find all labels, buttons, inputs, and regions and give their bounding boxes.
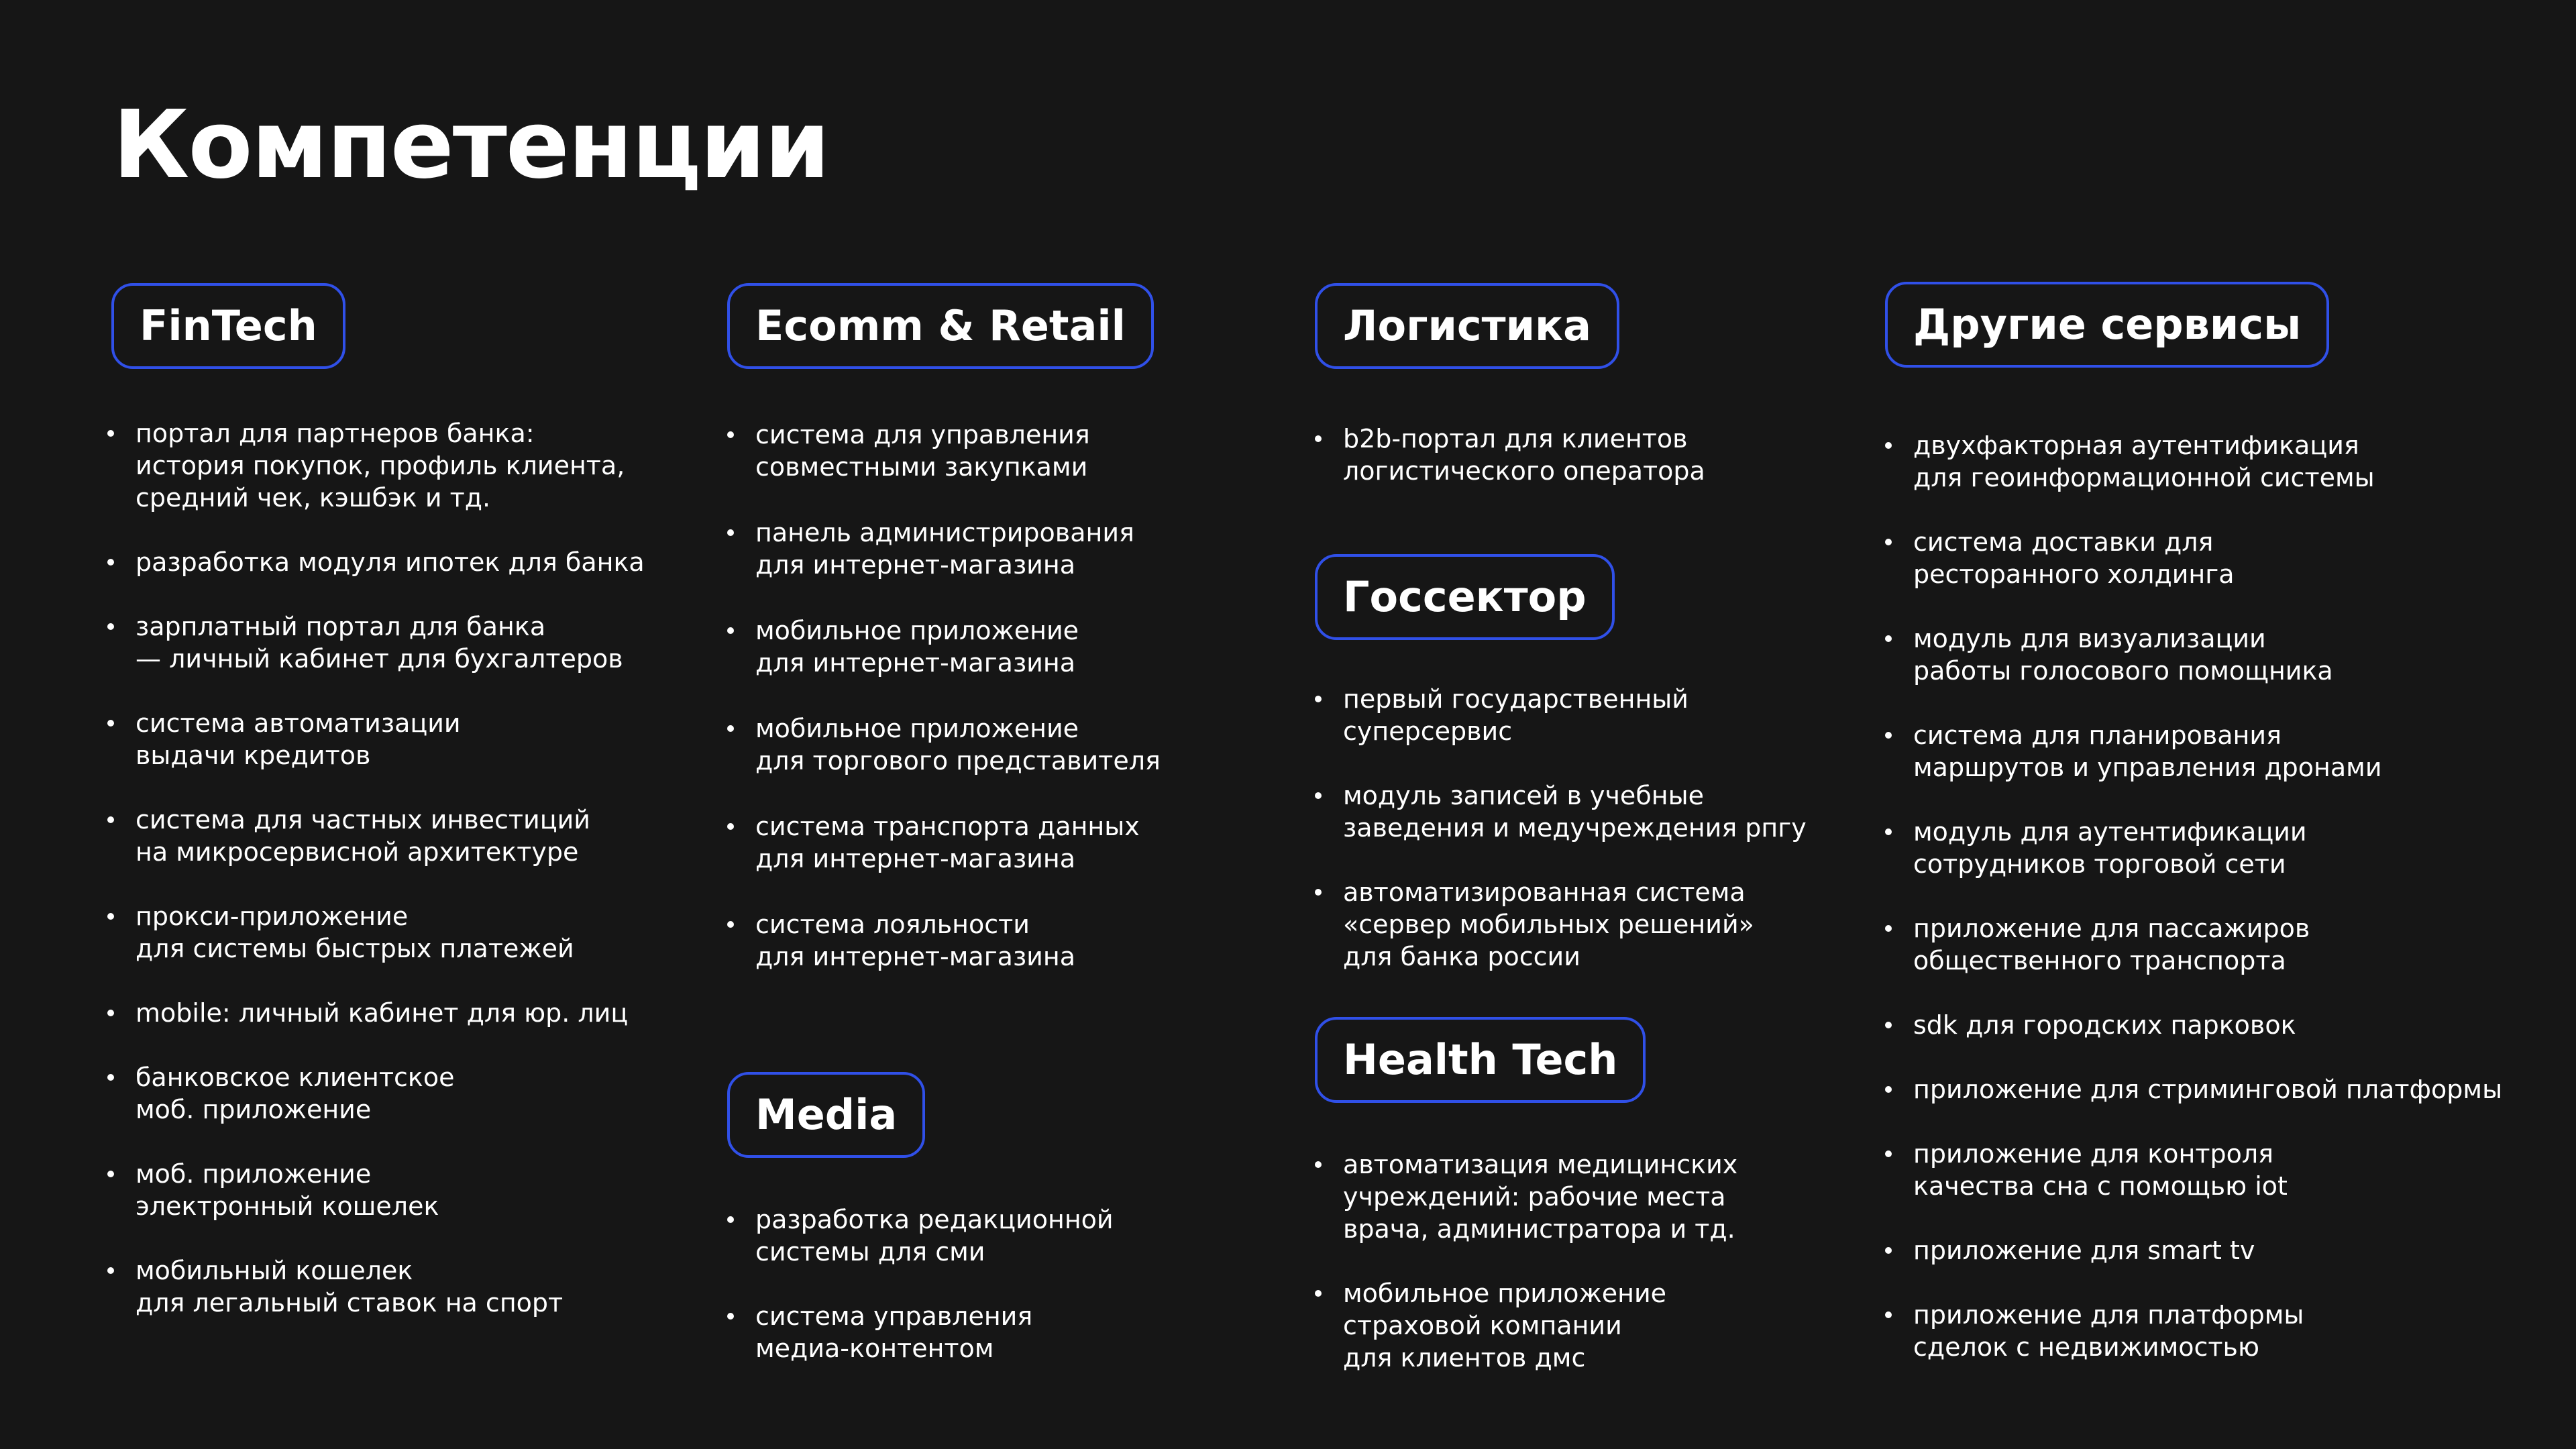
- list-item: [1315, 423, 1705, 487]
- bullet-icon: [107, 1171, 114, 1177]
- other-list: [1885, 429, 2502, 1363]
- bullet-icon: [107, 1010, 114, 1016]
- list-item-text: система для планирования маршрутов и управления дронами: [1913, 720, 2382, 782]
- list-item: [1885, 912, 2502, 977]
- tag-fintech: FinTech: [111, 283, 345, 369]
- bullet-icon: [1885, 635, 1892, 642]
- list-item-text: автоматизация медицинских учреждений: рабочие места врача, администратора и тд.: [1343, 1150, 1738, 1244]
- gov-list: [1315, 683, 1807, 973]
- bullet-icon: [727, 627, 734, 634]
- list-item: [1885, 526, 2502, 590]
- list-item-text: мобильное приложение страховой компании для клиентов дмс: [1343, 1279, 1667, 1373]
- list-item-text: система лояльности для интернет-магазина: [755, 910, 1075, 971]
- list-item-text: система для управления совместными закупками: [755, 420, 1090, 482]
- bullet-icon: [1885, 1022, 1892, 1028]
- list-item-text: модуль для аутентификации сотрудников торговой сети: [1913, 817, 2307, 879]
- list-item: [1315, 780, 1807, 844]
- list-item: [1885, 719, 2502, 784]
- list-item-text: модуль для визуализации работы голосового помощника: [1913, 624, 2333, 686]
- bullet-icon: [727, 1216, 734, 1223]
- list-item: [1315, 876, 1807, 973]
- bullet-icon: [1885, 925, 1892, 932]
- bullet-icon: [727, 1313, 734, 1320]
- list-item: [1885, 1009, 2502, 1041]
- section-fintech: [111, 283, 645, 1319]
- section-other: [1885, 282, 2502, 1363]
- list-item: [727, 614, 1161, 679]
- list-item-text: первый государственный суперсервис: [1343, 684, 1688, 746]
- list-item: [107, 1254, 645, 1319]
- list-item-text: mobile: личный кабинет для юр. лиц: [136, 998, 629, 1028]
- list-item: [1885, 1073, 2502, 1106]
- bullet-icon: [727, 725, 734, 732]
- section-gov: [1315, 554, 1807, 973]
- logistics-list: [1315, 423, 1705, 487]
- list-item: [107, 610, 645, 675]
- bullet-icon: [1315, 696, 1322, 702]
- bullet-icon: [727, 529, 734, 536]
- list-item-text: приложение для smart tv: [1913, 1236, 2255, 1265]
- list-item: [107, 804, 645, 868]
- bullet-icon: [1315, 889, 1322, 896]
- list-item: [727, 908, 1161, 973]
- list-item: [1885, 429, 2502, 494]
- media-list: [727, 1203, 1114, 1364]
- bullet-icon: [727, 431, 734, 438]
- list-item-text: модуль записей в учебные заведения и медучреждения рпгу: [1343, 781, 1807, 843]
- list-item-text: приложение для платформы сделок с недвижимостью: [1913, 1300, 2304, 1362]
- tag-gov: Госсектор: [1315, 554, 1615, 640]
- bullet-icon: [1315, 1290, 1322, 1297]
- list-item-text: система транспорта данных для интернет-магазина: [755, 812, 1140, 873]
- list-item: [107, 707, 645, 771]
- ecomm-list: [727, 419, 1161, 973]
- list-item: [1315, 1148, 1737, 1245]
- list-item: [727, 517, 1161, 581]
- tag-ecomm-retail: Ecomm & Retail: [727, 283, 1154, 369]
- list-item-text: зарплатный портал для банка — личный кабинет для бухгалтеров: [136, 612, 623, 674]
- bullet-icon: [107, 623, 114, 630]
- list-item: [1315, 1277, 1737, 1374]
- bullet-icon: [1885, 732, 1892, 739]
- list-item-text: двухфакторная аутентификация для геоинформационной системы: [1913, 431, 2375, 492]
- list-item: [1885, 1138, 2502, 1202]
- list-item-text: прокси-приложение для системы быстрых платежей: [136, 902, 574, 963]
- list-item-text: приложение для пассажиров общественного транспорта: [1913, 914, 2310, 975]
- section-media: [727, 1072, 1114, 1364]
- bullet-icon: [107, 430, 114, 437]
- health-list: [1315, 1148, 1737, 1374]
- tag-media: Media: [727, 1072, 925, 1158]
- list-item-text: банковское клиентское моб. приложение: [136, 1063, 455, 1124]
- list-item-text: моб. приложение электронный кошелек: [136, 1159, 439, 1221]
- bullet-icon: [107, 1267, 114, 1274]
- bullet-icon: [107, 816, 114, 823]
- tag-other: Другие сервисы: [1885, 282, 2329, 368]
- list-item: [107, 900, 645, 965]
- bullet-icon: [1885, 539, 1892, 545]
- list-item: [107, 546, 645, 578]
- bullet-icon: [1885, 442, 1892, 449]
- list-item-text: мобильное приложение для интернет-магазина: [755, 616, 1079, 678]
- bullet-icon: [107, 1074, 114, 1081]
- list-item-text: разработка редакционной системы для сми: [755, 1205, 1114, 1267]
- list-item-text: система управления медиа-контентом: [755, 1301, 1033, 1363]
- list-item-text: автоматизированная система «сервер мобильных решений» для банка россии: [1343, 877, 1754, 971]
- bullet-icon: [1315, 1161, 1322, 1168]
- bullet-icon: [727, 921, 734, 928]
- list-item: [107, 417, 645, 514]
- list-item-text: система автоматизации выдачи кредитов: [136, 708, 461, 770]
- list-item-text: система для частных инвестиций на микросервисной архитектуре: [136, 805, 591, 867]
- section-ecomm-retail: [727, 283, 1161, 973]
- list-item: [1885, 1299, 2502, 1363]
- list-item: [727, 712, 1161, 777]
- bullet-icon: [727, 823, 734, 830]
- list-item: [727, 1203, 1114, 1268]
- fintech-list: [107, 417, 645, 1319]
- list-item-text: панель администрирования для интернет-магазина: [755, 518, 1134, 580]
- bullet-icon: [107, 913, 114, 920]
- bullet-icon: [1885, 1247, 1892, 1254]
- bullet-icon: [1885, 1086, 1892, 1093]
- list-item-text: мобильный кошелек для легальный ставок на спорт: [136, 1256, 564, 1318]
- bullet-icon: [107, 720, 114, 727]
- list-item-text: разработка модуля ипотек для банка: [136, 547, 645, 577]
- list-item: [1315, 683, 1807, 747]
- bullet-icon: [1315, 435, 1322, 442]
- list-item-text: приложение для стриминговой платформы: [1913, 1075, 2503, 1104]
- list-item: [107, 1061, 645, 1126]
- list-item-text: sdk для городских парковок: [1913, 1010, 2296, 1040]
- section-health: [1315, 1017, 1737, 1374]
- list-item-text: портал для партнеров банка: история покупок, профиль клиента, средний чек, кэшбэк и тд.: [136, 419, 625, 513]
- list-item: [727, 419, 1161, 483]
- list-item-text: b2b-портал для клиентов логистического оператора: [1343, 424, 1705, 486]
- list-item-text: мобильное приложение для торгового представителя: [755, 714, 1161, 775]
- list-item: [1885, 816, 2502, 880]
- list-item-text: система доставки для ресторанного холдинга: [1913, 527, 2235, 589]
- list-item: [727, 810, 1161, 875]
- list-item: [727, 1300, 1114, 1364]
- tag-logistics: Логистика: [1315, 283, 1619, 369]
- list-item: [1885, 1234, 2502, 1267]
- bullet-icon: [1315, 792, 1322, 799]
- bullet-icon: [1885, 1311, 1892, 1318]
- bullet-icon: [107, 559, 114, 566]
- list-item: [107, 1158, 645, 1222]
- bullet-icon: [1885, 1150, 1892, 1157]
- bullet-icon: [1885, 828, 1892, 835]
- list-item-text: приложение для контроля качества сна с помощью iot: [1913, 1139, 2288, 1201]
- tag-health: Health Tech: [1315, 1017, 1646, 1103]
- list-item: [1885, 623, 2502, 687]
- section-logistics: [1315, 283, 1705, 487]
- list-item: [107, 997, 645, 1029]
- page-title: Компетенции: [113, 91, 829, 200]
